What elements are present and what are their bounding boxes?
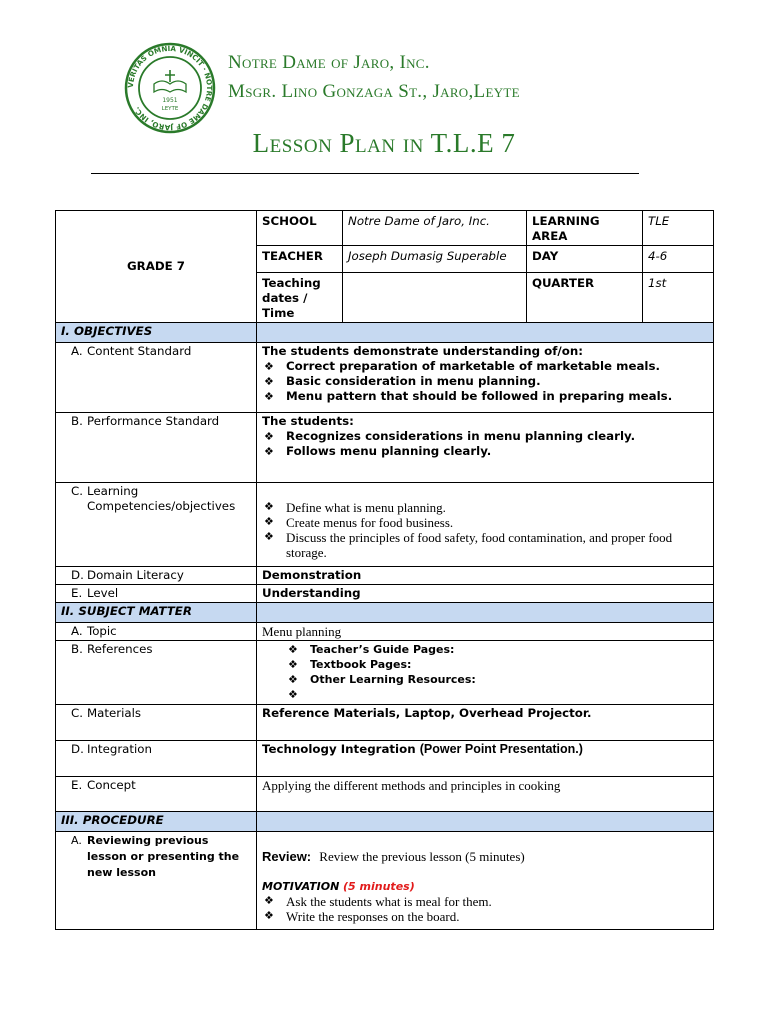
references-body (257, 641, 714, 705)
row-content-standard (56, 343, 714, 413)
concept-value: Applying the different methods and principles in cooking (257, 777, 714, 812)
list-item: ❖ Follows menu planning clearly. (262, 444, 708, 459)
references-list (262, 642, 708, 687)
competencies-label: C. Learning Competencies/objectives (56, 483, 257, 567)
learning-area-label: LEARNING AREA (527, 211, 643, 246)
list-item: ❖ Other Learning Resources: (262, 672, 708, 687)
list-item: ❖ Correct preparation of marketable of marketable meals. (262, 359, 708, 374)
concept-label: E. Concept (56, 777, 257, 812)
learning-area-value: TLE (643, 211, 714, 246)
section-subject-matter (56, 603, 714, 623)
school-label: SCHOOL (257, 211, 343, 246)
integration-value: Technology Integration (Power Point Presentation.) (257, 741, 714, 777)
row-integration (56, 741, 714, 777)
references-label: B. References (56, 641, 257, 705)
section-objectives (56, 323, 714, 343)
domain-literacy-label: D. Domain Literacy (56, 567, 257, 585)
motivation-time: (5 minutes) (343, 880, 415, 893)
title-divider (91, 173, 639, 174)
competencies-body (257, 483, 714, 567)
row-materials (56, 705, 714, 741)
teacher-label: TEACHER (257, 246, 343, 273)
motivation-list (262, 894, 708, 924)
grade-cell: GRADE 7 (56, 211, 257, 323)
info-row-school (56, 211, 714, 246)
school-seal (124, 42, 216, 134)
row-performance-standard (56, 413, 714, 483)
day-value: 4-6 (643, 246, 714, 273)
dates-label (257, 273, 343, 323)
level-value: Understanding (257, 585, 714, 603)
list-item: ❖ Teacher’s Guide Pages: (262, 642, 708, 657)
content-standard-label: A. Content Standard (56, 343, 257, 413)
row-domain-literacy (56, 567, 714, 585)
topic-label: A. Topic (56, 623, 257, 641)
school-address: Msgr. Lino Gonzaga St., Jaro,Leyte (228, 81, 520, 102)
section-heading: II. SUBJECT MATTER (56, 603, 257, 623)
list-item: ❖ Menu pattern that should be followed in preparing meals. (262, 389, 708, 404)
competencies-list (262, 500, 708, 560)
list-item: ❖ Create menus for food business. (262, 515, 708, 530)
teacher-value: Joseph Dumasig Superable (343, 246, 527, 273)
list-item: ❖ Textbook Pages: (262, 657, 708, 672)
quarter-label: QUARTER (527, 273, 643, 323)
list-item: ❖ Write the responses on the board. (262, 909, 708, 924)
review-label: Review: (262, 849, 312, 864)
row-topic (56, 623, 714, 641)
review-step-body (257, 832, 714, 930)
seal-ring-text: VERITAS OMNIA VINCIT · NOTRE DAME OF JARO, INC. (125, 43, 215, 133)
materials-label: C. Materials (56, 705, 257, 741)
seal-place: LEYTE (161, 106, 179, 112)
school-value: Notre Dame of Jaro, Inc. (343, 211, 527, 246)
content-standard-body: The students demonstrate understanding of/on: ❖ Correct preparation of marketable of marketable meals. ❖ Basic consideration in menu planning. ❖ Menu pattern that should be followed in preparing meals. (257, 343, 714, 413)
quarter-value: 1st (643, 273, 714, 323)
day-label: DAY (527, 246, 643, 273)
dates-value (343, 273, 527, 323)
row-competencies (56, 483, 714, 567)
materials-value: Reference Materials, Laptop, Overhead Projector. (257, 705, 714, 741)
row-level (56, 585, 714, 603)
section-heading: III. PROCEDURE (56, 812, 257, 832)
topic-value: Menu planning (257, 623, 714, 641)
dates-label-line2: dates / Time (262, 291, 308, 320)
list-item: ❖ Recognizes considerations in menu planning clearly. (262, 429, 708, 444)
section-heading: I. OBJECTIVES (56, 323, 257, 343)
dates-label-line1: Teaching (262, 276, 321, 290)
motivation-label: MOTIVATION (262, 880, 340, 893)
lesson-plan-table (55, 210, 714, 930)
row-references (56, 641, 714, 705)
performance-standard-label: B. Performance Standard (56, 413, 257, 483)
list-item: ❖ Discuss the principles of food safety, food contamination, and proper food storage. (262, 530, 708, 560)
level-label: E. Level (56, 585, 257, 603)
performance-standard-list (262, 429, 708, 459)
seal-year: 1951 (162, 97, 178, 104)
document-title: Lesson Plan in T.L.E 7 (252, 128, 516, 158)
content-standard-list (262, 359, 708, 404)
review-step-label: A. Reviewing previous lesson or presenting the new lesson (56, 832, 257, 930)
school-name: Notre Dame of Jaro, Inc. (228, 52, 430, 73)
performance-standard-body: The students: ❖ Recognizes considerations in menu planning clearly. ❖ Follows menu planning clearly. (257, 413, 714, 483)
list-item: ❖ Define what is menu planning. (262, 500, 708, 515)
row-review-step (56, 832, 714, 930)
list-item: ❖ Ask the students what is meal for them. (262, 894, 708, 909)
domain-literacy-value: Demonstration (257, 567, 714, 585)
list-item: ❖ Basic consideration in menu planning. (262, 374, 708, 389)
review-text: Review the previous lesson (5 minutes) (319, 849, 525, 864)
integration-label: D. Integration (56, 741, 257, 777)
section-procedure (56, 812, 714, 832)
row-concept (56, 777, 714, 812)
